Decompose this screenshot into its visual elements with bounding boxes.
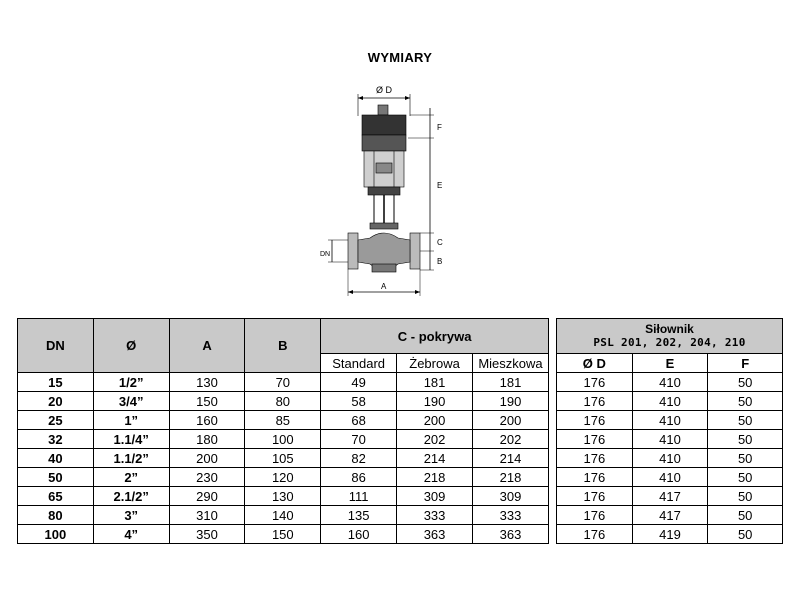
- cell-b: 105: [245, 449, 321, 468]
- cell-dn: 32: [18, 430, 94, 449]
- cell-c-standard: 86: [321, 468, 397, 487]
- cell-a: 160: [169, 411, 245, 430]
- cell-actuator-f: 50: [708, 411, 783, 430]
- cell-c-zebrowa: 363: [397, 525, 473, 544]
- cell-diameter: 1.1/4”: [93, 430, 169, 449]
- table-row: [557, 487, 783, 506]
- header-c-mieszkowa: Mieszkowa: [472, 354, 548, 373]
- header-c-group: C - pokrywa: [321, 319, 549, 354]
- header-c-standard: Standard: [321, 354, 397, 373]
- table-row: [18, 430, 549, 449]
- cell-b: 100: [245, 430, 321, 449]
- actuator-title: Siłownik: [645, 322, 694, 336]
- cell-actuator-f: 50: [708, 392, 783, 411]
- cell-c-standard: 111: [321, 487, 397, 506]
- cell-diameter: 1”: [93, 411, 169, 430]
- cell-c-zebrowa: 200: [397, 411, 473, 430]
- cell-diameter: 4”: [93, 525, 169, 544]
- table-row: [557, 449, 783, 468]
- cell-b: 85: [245, 411, 321, 430]
- header-diameter: Ø: [93, 319, 169, 373]
- cell-c-zebrowa: 309: [397, 487, 473, 506]
- cell-c-mieszkowa: 309: [472, 487, 548, 506]
- cell-diameter: 1.1/2”: [93, 449, 169, 468]
- label-diameter: Ø D: [375, 85, 393, 95]
- cell-dn: 80: [18, 506, 94, 525]
- cell-c-zebrowa: 218: [397, 468, 473, 487]
- cell-c-standard: 49: [321, 373, 397, 392]
- cell-c-mieszkowa: 190: [472, 392, 548, 411]
- cell-actuator-d: 176: [557, 506, 633, 525]
- header-c-zebrowa: Żebrowa: [397, 354, 473, 373]
- cell-a: 200: [169, 449, 245, 468]
- cell-c-mieszkowa: 333: [472, 506, 548, 525]
- header-actuator-f: F: [708, 354, 783, 373]
- label-c: C: [437, 238, 443, 247]
- table-row: [557, 373, 783, 392]
- cell-actuator-d: 176: [557, 449, 633, 468]
- cell-c-zebrowa: 202: [397, 430, 473, 449]
- cell-actuator-e: 410: [632, 392, 708, 411]
- cell-actuator-f: 50: [708, 449, 783, 468]
- cell-actuator-e: 410: [632, 411, 708, 430]
- table-row: [18, 411, 549, 430]
- cell-actuator-f: 50: [708, 487, 783, 506]
- cell-diameter: 1/2”: [93, 373, 169, 392]
- cell-c-zebrowa: 214: [397, 449, 473, 468]
- header-a: A: [169, 319, 245, 373]
- cell-b: 120: [245, 468, 321, 487]
- cell-diameter: 2.1/2”: [93, 487, 169, 506]
- cell-c-zebrowa: 333: [397, 506, 473, 525]
- label-e: E: [437, 181, 443, 190]
- cell-a: 310: [169, 506, 245, 525]
- cell-b: 140: [245, 506, 321, 525]
- cell-actuator-e: 410: [632, 373, 708, 392]
- cell-c-standard: 70: [321, 430, 397, 449]
- actuator-models: PSL 201, 202, 204, 210: [593, 336, 746, 349]
- table-row: [18, 373, 549, 392]
- table-row: [557, 392, 783, 411]
- cell-a: 290: [169, 487, 245, 506]
- cell-dn: 40: [18, 449, 94, 468]
- cell-c-mieszkowa: 214: [472, 449, 548, 468]
- cell-c-standard: 160: [321, 525, 397, 544]
- header-dn: DN: [18, 319, 94, 373]
- table-row: [557, 506, 783, 525]
- label-b: B: [437, 257, 443, 266]
- cell-actuator-e: 417: [632, 506, 708, 525]
- actuator-table-body: [557, 373, 783, 544]
- cell-b: 70: [245, 373, 321, 392]
- cell-b: 130: [245, 487, 321, 506]
- table-row: [557, 468, 783, 487]
- cell-actuator-d: 176: [557, 411, 633, 430]
- cell-dn: 50: [18, 468, 94, 487]
- cell-actuator-e: 419: [632, 525, 708, 544]
- label-a: A: [381, 282, 387, 291]
- cell-a: 350: [169, 525, 245, 544]
- cell-dn: 15: [18, 373, 94, 392]
- cell-actuator-f: 50: [708, 525, 783, 544]
- table-row: [557, 430, 783, 449]
- cell-actuator-e: 410: [632, 449, 708, 468]
- header-actuator-e: E: [632, 354, 708, 373]
- cell-dn: 20: [18, 392, 94, 411]
- cell-dn: 25: [18, 411, 94, 430]
- cell-actuator-f: 50: [708, 506, 783, 525]
- valve-dimension-drawing: [318, 78, 443, 303]
- cell-c-zebrowa: 190: [397, 392, 473, 411]
- cell-actuator-d: 176: [557, 373, 633, 392]
- label-f: F: [437, 123, 442, 132]
- table-row: [18, 449, 549, 468]
- dimensions-table: [17, 318, 549, 544]
- table-row: [557, 411, 783, 430]
- actuator-table: [556, 318, 783, 544]
- cell-diameter: 2”: [93, 468, 169, 487]
- cell-c-zebrowa: 181: [397, 373, 473, 392]
- cell-actuator-f: 50: [708, 468, 783, 487]
- cell-c-mieszkowa: 363: [472, 525, 548, 544]
- table-row: [18, 506, 549, 525]
- cell-actuator-f: 50: [708, 373, 783, 392]
- dimensions-table-body: [18, 373, 549, 544]
- table-row: [18, 468, 549, 487]
- cell-c-mieszkowa: 218: [472, 468, 548, 487]
- cell-a: 150: [169, 392, 245, 411]
- cell-c-standard: 58: [321, 392, 397, 411]
- cell-actuator-d: 176: [557, 430, 633, 449]
- header-actuator-d: Ø D: [557, 354, 633, 373]
- table-row: [18, 525, 549, 544]
- header-b: B: [245, 319, 321, 373]
- cell-c-mieszkowa: 202: [472, 430, 548, 449]
- cell-b: 80: [245, 392, 321, 411]
- table-row: [18, 392, 549, 411]
- cell-c-standard: 82: [321, 449, 397, 468]
- cell-dn: 100: [18, 525, 94, 544]
- cell-diameter: 3”: [93, 506, 169, 525]
- cell-diameter: 3/4”: [93, 392, 169, 411]
- label-dn: DN: [320, 251, 331, 258]
- cell-actuator-e: 417: [632, 487, 708, 506]
- cell-b: 150: [245, 525, 321, 544]
- cell-a: 130: [169, 373, 245, 392]
- header-actuator: [557, 319, 783, 354]
- cell-a: 180: [169, 430, 245, 449]
- cell-actuator-d: 176: [557, 392, 633, 411]
- cell-actuator-d: 176: [557, 487, 633, 506]
- cell-actuator-e: 410: [632, 468, 708, 487]
- table-row: [18, 487, 549, 506]
- cell-c-standard: 135: [321, 506, 397, 525]
- cell-c-standard: 68: [321, 411, 397, 430]
- cell-actuator-e: 410: [632, 430, 708, 449]
- cell-c-mieszkowa: 181: [472, 373, 548, 392]
- cell-actuator-f: 50: [708, 430, 783, 449]
- cell-actuator-d: 176: [557, 525, 633, 544]
- cell-dn: 65: [18, 487, 94, 506]
- page-title: WYMIARY: [367, 50, 433, 65]
- cell-c-mieszkowa: 200: [472, 411, 548, 430]
- table-row: [557, 525, 783, 544]
- cell-a: 230: [169, 468, 245, 487]
- cell-actuator-d: 176: [557, 468, 633, 487]
